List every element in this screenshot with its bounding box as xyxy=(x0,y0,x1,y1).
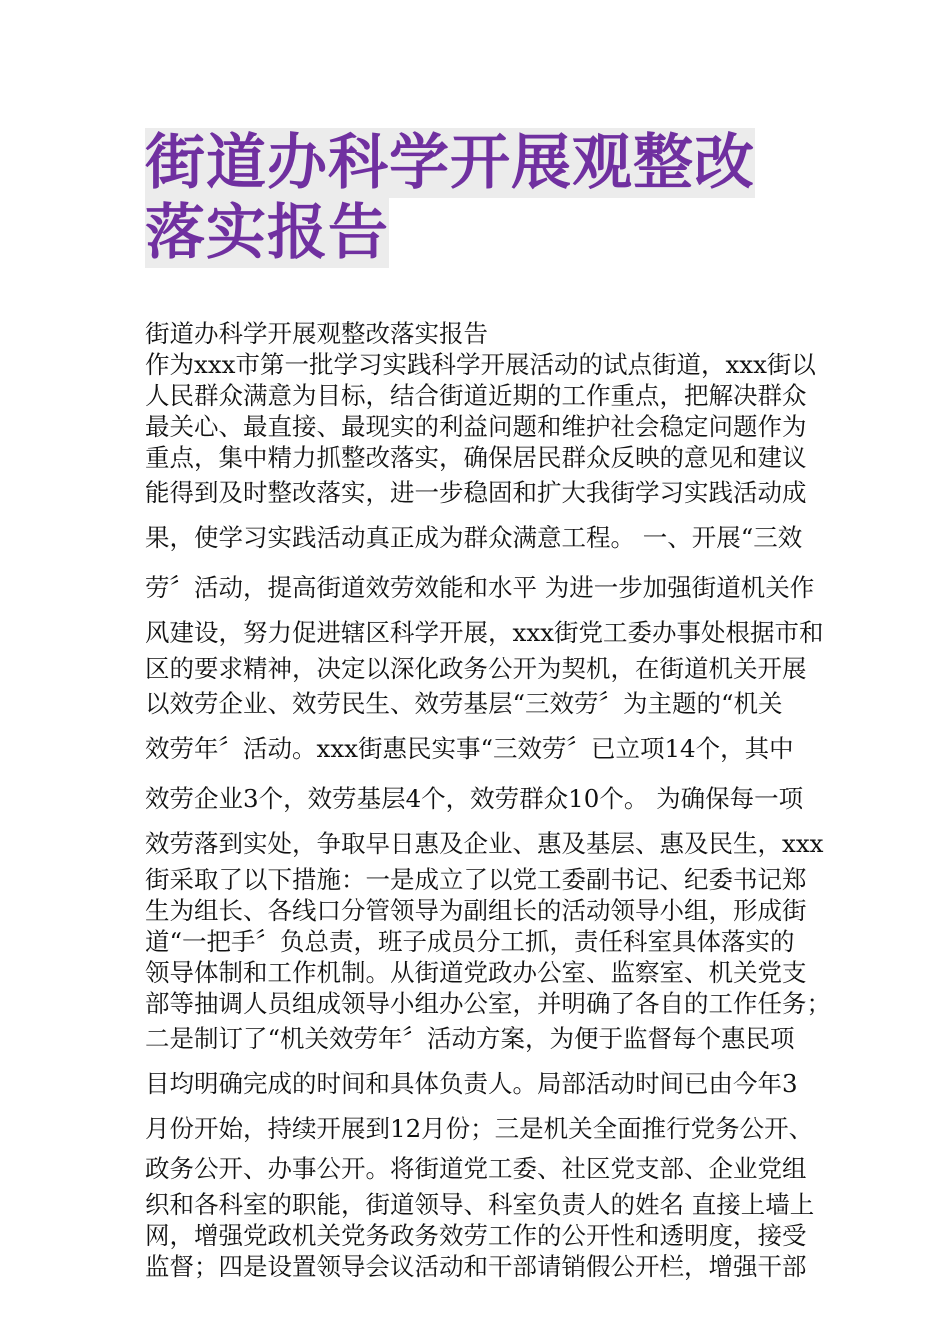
body-line: 区的要求精神，决定以深化政务公开为契机，在街道机关开展 xyxy=(145,654,807,683)
body-line: 效劳企业3个，效劳基层4个，效劳群众10个。 为确保每一项 xyxy=(145,784,804,813)
body-line: 生为组长、各线口分管领导为副组长的活动领导小组，形成街 xyxy=(145,896,807,925)
body-line: 以效劳企业、效劳民生、效劳基层“三效劳〞为主题的“机关 xyxy=(145,689,783,718)
document-body xyxy=(145,318,831,1282)
body-line: 风建设，努力促进辖区科学开展，xxx街党工委办事处根据市和 xyxy=(145,618,824,647)
body-line: 人民群众满意为目标，结合街道近期的工作重点，把解决群众 xyxy=(145,381,807,410)
body-line: 道“一把手〞负总责，班子成员分工抓，责任科室具体落实的 xyxy=(145,927,795,956)
body-line: 目均明确完成的时间和具体负责人。局部活动时间已由今年3 xyxy=(145,1069,798,1098)
document-title-text: 街道办科学开展观整改落实报告 xyxy=(145,128,755,268)
body-line: 政务公开、办事公开。将街道党工委、社区党支部、企业党组 xyxy=(145,1154,807,1183)
body-line: 月份开始，持续开展到12月份；三是机关全面推行党务公开、 xyxy=(145,1114,814,1143)
body-line: 劳〞活动，提高街道效劳效能和水平 为进一步加强街道机关作 xyxy=(145,573,815,602)
body-line: 部等抽调人员组成领导小组办公室，并明确了各自的工作任务； xyxy=(145,989,831,1018)
body-line: 最关心、最直接、最现实的利益问题和维护社会稳定问题作为 xyxy=(145,412,807,441)
body-line: 效劳落到实处，争取早日惠及企业、惠及基层、惠及民生，xxx xyxy=(145,829,824,858)
body-line: 领导体制和工作机制。从街道党政办公室、监察室、机关党支 xyxy=(145,958,807,987)
body-line: 能得到及时整改落实，进一步稳固和扩大我街学习实践活动成 xyxy=(145,478,807,507)
body-line: 重点，集中精力抓整改落实，确保居民群众反映的意见和建议 xyxy=(145,443,807,472)
body-line: 街道办科学开展观整改落实报告 xyxy=(145,319,488,348)
body-line: 效劳年〞活动。xxx街惠民实事“三效劳〞已立项14个，其中 xyxy=(145,734,794,763)
body-line: 监督；四是设置领导会议活动和干部请销假公开栏，增强干部 xyxy=(145,1252,807,1281)
body-line: 作为xxx市第一批学习实践科学开展活动的试点街道，xxx街以 xyxy=(145,350,816,379)
body-line: 街采取了以下措施：一是成立了以党工委副书记、纪委书记郑 xyxy=(145,865,807,894)
body-line: 果，使学习实践活动真正成为群众满意工程。 一、开展“三效 xyxy=(145,523,803,552)
body-line: 网，增强党政机关党务政务效劳工作的公开性和透明度，接受 xyxy=(145,1221,807,1250)
document-title xyxy=(145,128,815,268)
body-line: 二是制订了“机关效劳年〞活动方案，为便于监督每个惠民项 xyxy=(145,1024,795,1053)
body-line: 织和各科室的职能，街道领导、科室负责人的姓名 直接上墙上 xyxy=(145,1190,815,1219)
